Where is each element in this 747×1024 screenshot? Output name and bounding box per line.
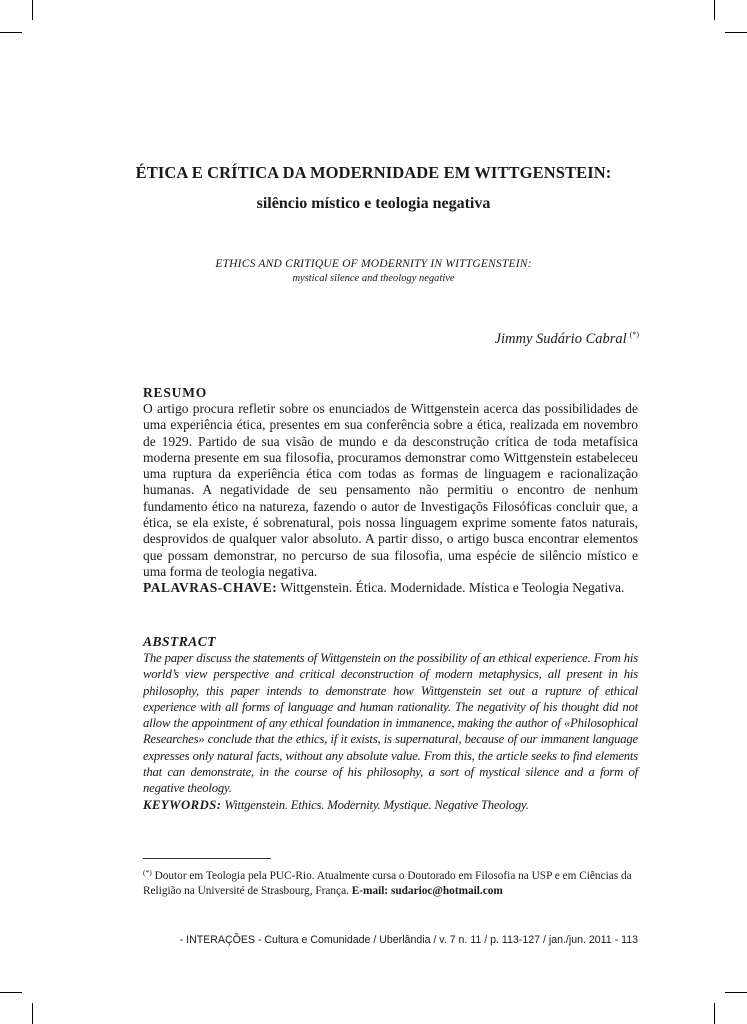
author-footnote-mark: (*)	[629, 330, 639, 339]
article-title: ÉTICA E CRÍTICA DA MODERNIDADE EM WITTGENSTEIN:	[135, 163, 612, 182]
abstract-section	[143, 634, 638, 813]
footnote	[143, 865, 638, 899]
abstract-heading: ABSTRACT	[143, 634, 217, 649]
page-number: 113	[621, 934, 638, 946]
resumo-heading: RESUMO	[143, 385, 208, 400]
resumo-text: O artigo procura refletir sobre os enunciados de Wittgenstein acerca das possibilidades de uma experiência ética, presentes em sua conferência sobre a ética, realizada em novembro de 1929. Partido de sua visão de mundo e da desconstrução crítica de toda metafísica moderna presente em sua filosofia, procuramos demonstrar como Wittgenstein estabeleceu uma ruptura da experiência ética com todas as formas de linguagem e racionalização humanas. A negatividade de seu pensamento não permitiu o encontro de nenhum fundamento ético na natureza, fazendo o autor de Investigaçõs Filosóficas concluir que, a ética, se ela existe, é sobrenatural, pois nossa linguagem exprime somente fatos naturais, desprovidos de qualquer valor absoluto. A partir disso, o artigo busca encontrar elementos que possam demonstrar, no percurso de sua filosofia, uma espécie de silêncio místico e uma forma de teologia negativa.	[143, 401, 638, 579]
abstract-keywords-label: KEYWORDS:	[143, 797, 222, 812]
footnote-mark: (*)	[143, 868, 152, 877]
crop-mark	[32, 1003, 33, 1024]
keywords-label: PALAVRAS-CHAVE:	[143, 580, 278, 596]
author-name: Jimmy Sudário Cabral	[494, 331, 627, 347]
journal-citation: - INTERAÇÕES - Cultura e Comunidade / Uberlândia / v. 7 n. 11 / p. 113-127 / jan./jun. 2011 -	[179, 934, 619, 946]
abstract-text: The paper discuss the statements of Wittgenstein on the possibility of an ethical experience. From his world’s view perspective and critical deconstruction of modern metaphysics, all present in his philosophy, this paper intends to demonstrate how Wittgenstein set out a rupture of ethical experience with all forms of language and human rationality. The negativity of his thought did not allow the appointment of any ethical foundation in immanence, making the author of «Philosophical Researches» conclude that the ethics, if it exists, is supernatural, because of our immanent language expresses only natural facts, without any absolute value. From this, the article seeks to find elements that can demonstrate, in the course of his philosophy, a sort of mystical silence and a form of negative theology.	[143, 651, 638, 796]
article-subtitle: silêncio místico e teologia negativa	[256, 195, 491, 212]
crop-mark	[714, 0, 715, 20]
crop-mark	[0, 32, 22, 33]
crop-mark	[725, 992, 747, 993]
crop-mark	[0, 992, 22, 993]
resumo-keywords	[143, 580, 638, 596]
running-footer	[143, 934, 638, 946]
english-title: ETHICS AND CRITIQUE OF MODERNITY IN WITTGENSTEIN:	[215, 258, 532, 270]
english-subtitle: mystical silence and theology negative	[292, 273, 455, 284]
crop-mark	[725, 32, 747, 33]
resumo-section	[143, 385, 638, 597]
footnote-divider	[143, 858, 271, 859]
abstract-keywords-text: Wittgenstein. Ethics. Modernity. Mystique. Negative Theology.	[224, 797, 529, 812]
footnote-email: E-mail: sudarioc@hotmail.com	[351, 885, 503, 897]
author-line	[495, 330, 639, 348]
crop-mark	[714, 1003, 715, 1024]
footnote-text: Doutor em Teologia pela PUC-Rio. Atualmente cursa o Doutorado em Filosofia na USP e em Ciências da Religião na Université de Strasbourg, França.	[143, 870, 632, 897]
abstract-keywords	[143, 797, 638, 813]
keywords-text: Wittgenstein. Ética. Modernidade. Mística e Teologia Negativa.	[280, 580, 625, 596]
crop-mark	[32, 0, 33, 20]
